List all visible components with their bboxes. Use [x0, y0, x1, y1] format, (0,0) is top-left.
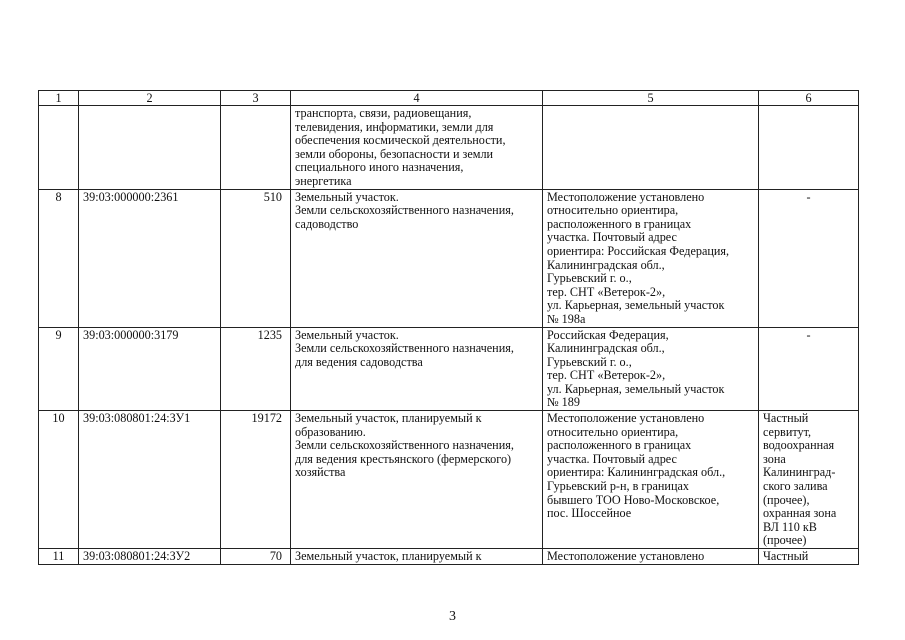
col-header: 1 [39, 91, 79, 106]
text-line: - [806, 189, 811, 204]
plot-location [543, 106, 759, 190]
text-line: водоохранная [763, 438, 835, 453]
text-line: Земли сельскохозяйственного назначения, [295, 203, 514, 218]
col-header: 4 [291, 91, 543, 106]
cadastral-number: 39:03:080801:24:ЗУ1 [79, 411, 221, 549]
text-line: для ведения крестьянского (фермерского) [295, 451, 512, 466]
area-value [221, 106, 291, 190]
cadastral-number: 39:03:000000:2361 [79, 189, 221, 327]
col-header: 3 [221, 91, 291, 106]
text-line: образованию. [295, 424, 366, 439]
text-line: Земельный участок, планируемый к [295, 549, 482, 563]
text-line: (прочее) [763, 533, 807, 548]
text-line: ориентира: Российская Федерация, [547, 243, 730, 258]
text-line: земли обороны, безопасности и земли [295, 146, 494, 161]
text-line: телевидения, информатики, земли для [295, 119, 494, 134]
plot-location [543, 411, 759, 549]
text-line: ул. Карьерная, земельный участок [547, 381, 725, 396]
plot-location [543, 327, 759, 411]
text-line: участка. Почтовый адрес [547, 230, 677, 245]
text-line: энергетика [295, 173, 352, 188]
text-line: Земли сельскохозяйственного назначения, [295, 341, 514, 356]
text-line: расположенного в границах [547, 438, 692, 453]
text-line: Частный [763, 411, 809, 426]
text-line: относительно ориентира, [547, 424, 679, 439]
cadastral-number [79, 106, 221, 190]
text-line: относительно ориентира, [547, 203, 679, 218]
text-line: зона [763, 451, 786, 466]
cadastral-number: 39:03:000000:3179 [79, 327, 221, 411]
plot-description [291, 189, 543, 327]
row-number: 8 [39, 189, 79, 327]
text-line: Гурьевский г. о., [547, 354, 632, 369]
page-number: 3 [449, 609, 456, 624]
row-number [39, 106, 79, 190]
text-line: № 198а [547, 311, 586, 326]
text-line: Местоположение установлено [547, 549, 705, 563]
text-line: садоводство [295, 216, 359, 231]
plot-encumbrance [759, 327, 859, 411]
text-line: Частный [763, 549, 809, 563]
cadastral-number: 39:03:080801:24:ЗУ2 [79, 549, 221, 565]
table-row [39, 411, 859, 549]
text-line: тер. СНТ «Ветерок-2», [547, 284, 666, 299]
area-value: 510 [221, 189, 291, 327]
land-plots-table [38, 90, 859, 565]
plot-location [543, 189, 759, 327]
plot-description [291, 549, 543, 565]
text-line: (прочее), [763, 492, 810, 507]
text-line: ул. Карьерная, земельный участок [547, 298, 725, 313]
text-line: охранная зона [763, 506, 837, 521]
text-line: Земельный участок, планируемый к [295, 411, 482, 426]
text-line: Калининградская обл., [547, 341, 665, 356]
text-line: Гурьевский р-н, в границах [547, 479, 689, 494]
text-line: - [806, 327, 811, 342]
text-line: ориентира: Калининградская обл., [547, 465, 726, 480]
text-line: бывшего ТОО Ново-Московское, [547, 492, 720, 507]
text-line: Земли сельскохозяйственного назначения, [295, 438, 514, 453]
text-line: Земельный участок. [295, 189, 399, 204]
table-row [39, 549, 859, 565]
text-line: Местоположение установлено [547, 411, 705, 426]
table-row [39, 327, 859, 411]
text-line: для ведения садоводства [295, 354, 423, 369]
plot-description [291, 327, 543, 411]
column-number-row [39, 91, 859, 106]
text-line: сервитут, [763, 424, 812, 439]
plot-description [291, 106, 543, 190]
text-line: обеспечения космической деятельности, [295, 133, 506, 148]
table-row [39, 189, 859, 327]
text-line: Местоположение установлено [547, 189, 705, 204]
text-line: Гурьевский г. о., [547, 271, 632, 286]
text-line: Калининградская обл., [547, 257, 665, 272]
plot-description [291, 411, 543, 549]
text-line: транспорта, связи, радиовещания, [295, 106, 472, 120]
area-value: 70 [221, 549, 291, 565]
text-line: Земельный участок. [295, 327, 399, 342]
col-header: 6 [759, 91, 859, 106]
table-row [39, 106, 859, 190]
text-line: ВЛ 110 кВ [763, 519, 817, 534]
text-line: ского залива [763, 479, 828, 494]
col-header: 2 [79, 91, 221, 106]
text-line: специального иного назначения, [295, 160, 464, 175]
col-header: 5 [543, 91, 759, 106]
text-line: № 189 [547, 395, 580, 410]
row-number: 10 [39, 411, 79, 549]
plot-encumbrance [759, 411, 859, 549]
row-number: 9 [39, 327, 79, 411]
text-line: Российская Федерация, [547, 327, 669, 342]
plot-encumbrance [759, 189, 859, 327]
text-line: Калининград- [763, 465, 836, 480]
text-line: расположенного в границах [547, 216, 692, 231]
text-line: пос. Шоссейное [547, 506, 632, 521]
plot-location [543, 549, 759, 565]
plot-encumbrance [759, 549, 859, 565]
row-number: 11 [39, 549, 79, 565]
text-line: тер. СНТ «Ветерок-2», [547, 368, 666, 383]
text-line: участка. Почтовый адрес [547, 451, 677, 466]
area-value: 19172 [221, 411, 291, 549]
plot-encumbrance [759, 106, 859, 190]
text-line: хозяйства [295, 465, 346, 480]
area-value: 1235 [221, 327, 291, 411]
